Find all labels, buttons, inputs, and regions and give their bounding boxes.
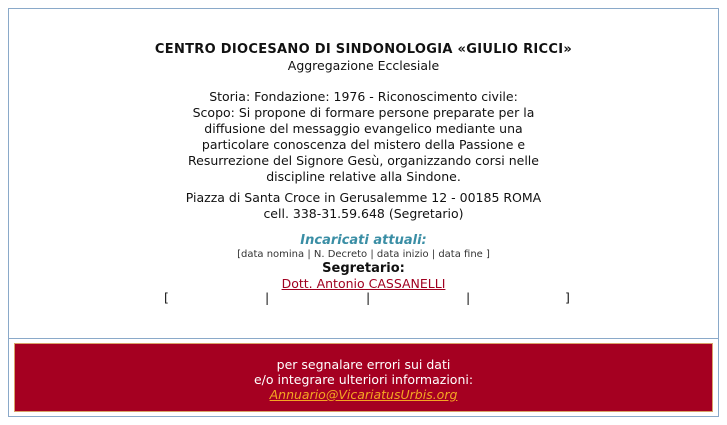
person-name bbox=[9, 276, 718, 291]
bracket-open: [ bbox=[164, 290, 169, 305]
description-line: Storia: Fondazione: 1976 - Riconoscimento civile: bbox=[209, 89, 518, 104]
phone-text: cell. 338-31.59.648 (Segretario) bbox=[263, 206, 464, 221]
role-label: Segretario: bbox=[322, 261, 405, 276]
description-line: diffusione del messaggio evangelico mediante una bbox=[204, 121, 523, 136]
page-title: CENTRO DIOCESANO DI SINDONOLOGIA «GIULIO RICCI» bbox=[154, 42, 573, 57]
description-line: discipline relative alla Sindone. bbox=[266, 169, 461, 184]
page-subtitle: Aggregazione Ecclesiale bbox=[287, 58, 440, 73]
incaricati-brackets-row bbox=[9, 290, 718, 306]
person-link[interactable]: Dott. Antonio CASSANELLI bbox=[281, 276, 446, 291]
email-link[interactable]: Annuario@VicariatusUrbis.org bbox=[269, 387, 458, 402]
bracket-separator: | bbox=[265, 290, 270, 305]
incaricati-columns: [data nomina | N. Decreto | data inizio | data fine ] bbox=[237, 249, 490, 260]
bracket-separator: | bbox=[366, 290, 371, 305]
footer-line: per segnalare errori sui dati bbox=[276, 357, 451, 372]
description-line: Scopo: Si propone di formare persone preparate per la bbox=[192, 105, 535, 120]
incaricati-heading: Incaricati attuali: bbox=[300, 233, 427, 248]
footer-line: e/o integrare ulteriori informazioni: bbox=[253, 372, 474, 387]
page-frame bbox=[8, 8, 719, 417]
address-text: Piazza di Santa Croce in Gerusalemme 12 - 00185 ROMA bbox=[185, 190, 542, 205]
error-report-banner bbox=[14, 343, 713, 412]
description-block bbox=[9, 89, 718, 185]
description-line: particolare conoscenza del mistero della Passione e bbox=[201, 137, 526, 152]
description-line: Resurrezione del Signore Gesù, organizzando corsi nelle bbox=[188, 153, 539, 168]
bracket-close: ] bbox=[565, 290, 570, 305]
info-panel bbox=[9, 9, 718, 339]
bracket-separator: | bbox=[466, 290, 471, 305]
contact-block bbox=[9, 190, 718, 222]
